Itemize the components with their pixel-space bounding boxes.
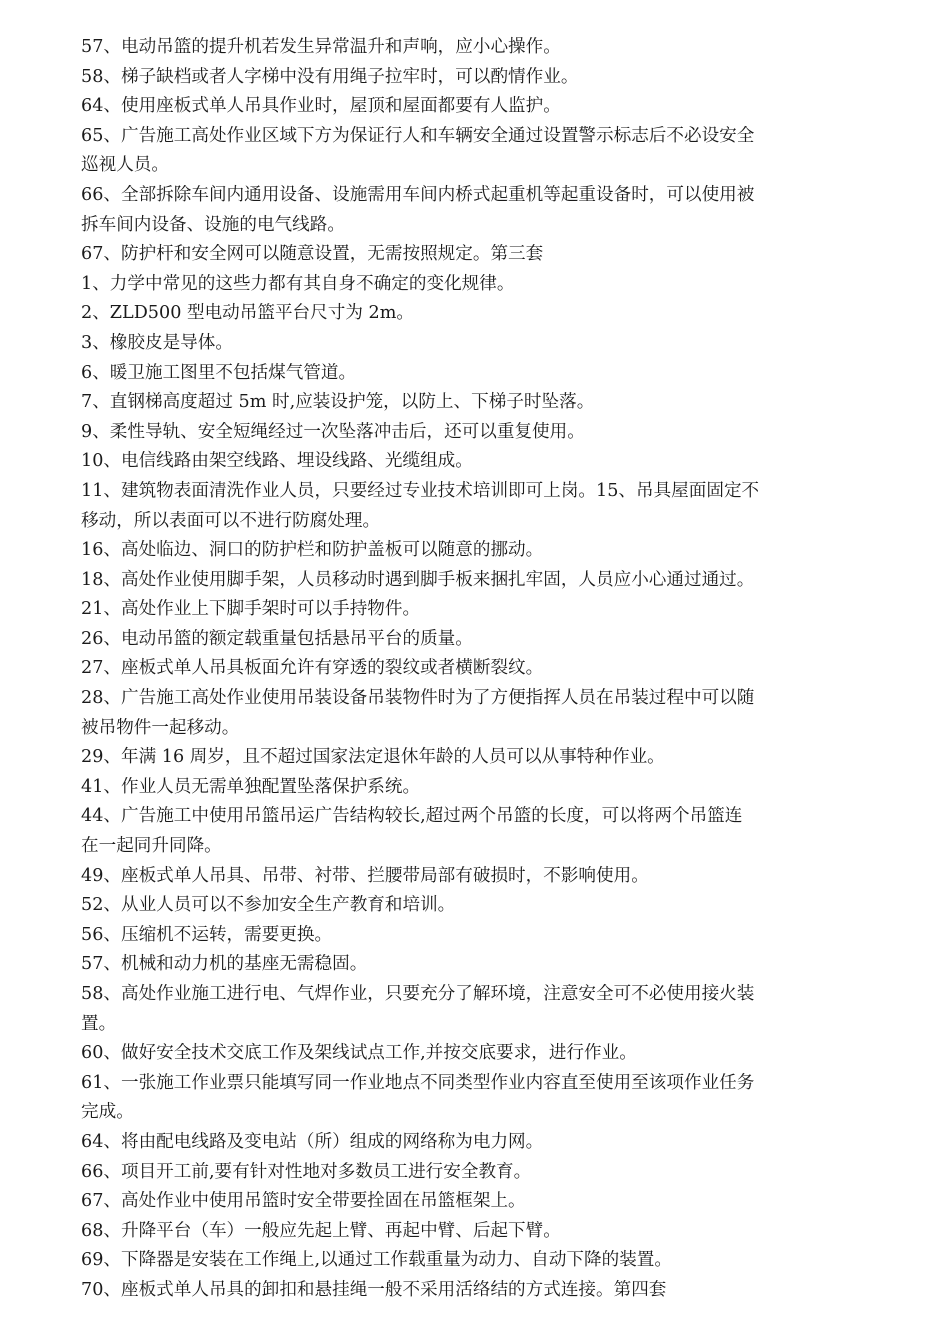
text-line: 10、电信线路由架空线路、埋设线路、光缆组成。 <box>81 451 473 472</box>
text-line: 60、做好安全技术交底工作及架线试点工作,并按交底要求，进行作业。 <box>81 1043 637 1064</box>
text-line: 7、直钢梯高度超过 5m 时,应装设护笼，以防上、下梯子时坠落。 <box>81 392 595 413</box>
text-line: 29、年满 16 周岁，且不超过国家法定退休年龄的人员可以从事特种作业。 <box>81 747 665 768</box>
text-line: 64、使用座板式单人吊具作业时，屋顶和屋面都要有人监护。 <box>81 96 561 117</box>
text-line: 9、柔性导轨、安全短绳经过一次坠落冲击后，还可以重复使用。 <box>81 421 585 442</box>
text-line: 66、项目开工前,要有针对性地对多数员工进行安全教育。 <box>81 1161 532 1182</box>
text-line: 6、暖卫施工图里不包括煤气管道。 <box>81 362 357 383</box>
text-line: 在一起同升同降。 <box>81 836 222 857</box>
text-line: 65、广告施工高处作业区域下方为保证行人和车辆安全通过设置警示标志后不必设安全 <box>81 125 755 146</box>
text-line: 41、作业人员无需单独配置坠落保护系统。 <box>81 776 421 797</box>
text-line: 70、座板式单人吊具的卸扣和悬挂绳一般不采用活络结的方式连接。第四套 <box>81 1279 667 1300</box>
text-line: 置。 <box>81 1013 117 1034</box>
text-line: 21、高处作业上下脚手架时可以手持物件。 <box>81 599 421 620</box>
text-line: 61、一张施工作业票只能填写同一作业地点不同类型作业内容直至使用至该项作业任务 <box>81 1072 755 1093</box>
text-line: 移动，所以表面可以不进行防腐处理。 <box>81 510 381 531</box>
text-line: 拆车间内设备、设施的电气线路。 <box>81 214 345 235</box>
text-line: 69、下降器是安装在工作绳上,以通过工作载重量为动力、自动下降的装置。 <box>81 1250 672 1271</box>
document-body <box>81 33 873 1306</box>
text-line: 56、压缩机不运转，需要更换。 <box>81 924 333 945</box>
text-line: 18、高处作业使用脚手架，人员移动时遇到脚手板来捆扎牢固，人员应小心通过通过。 <box>81 569 755 590</box>
text-line: 57、电动吊篮的提升机若发生异常温升和声响，应小心操作。 <box>81 37 561 57</box>
text-line: 67、防护杆和安全网可以随意设置，无需按照规定。第三套 <box>81 244 544 265</box>
text-line: 完成。 <box>81 1102 134 1123</box>
text-line: 67、高处作业中使用吊篮时安全带要拴固在吊篮框架上。 <box>81 1191 526 1212</box>
text-line: 2、ZLD500 型电动吊篮平台尺寸为 2m。 <box>81 303 414 324</box>
text-line: 16、高处临边、洞口的防护栏和防护盖板可以随意的挪动。 <box>81 540 544 561</box>
text-line: 64、将由配电线路及变电站（所）组成的网络称为电力网。 <box>81 1131 544 1152</box>
text-line: 26、电动吊篮的额定载重量包括悬吊平台的质量。 <box>81 628 473 649</box>
text-line: 28、广告施工高处作业使用吊装设备吊装物件时为了方便指挥人员在吊装过程中可以随 <box>81 688 755 709</box>
text-line: 58、高处作业施工进行电、气焊作业，只要充分了解环境，注意安全可不必使用接火装 <box>81 984 755 1004</box>
text-line: 44、广告施工中使用吊篮吊运广告结构较长,超过两个吊篮的长度，可以将两个吊篮连 <box>81 806 743 827</box>
text-line: 27、座板式单人吊具板面允许有穿透的裂纹或者横断裂纹。 <box>81 658 544 679</box>
text-line: 66、全部拆除车间内通用设备、设施需用车间内桥式起重机等起重设备时，可以使用被 <box>81 184 755 205</box>
text-line: 3、橡胶皮是导体。 <box>81 332 233 353</box>
text-line: 49、座板式单人吊具、吊带、衬带、拦腰带局部有破损时，不影响使用。 <box>81 865 649 886</box>
text-line: 58、梯子缺档或者人字梯中没有用绳子拉牢时，可以酌情作业。 <box>81 66 579 87</box>
text-line: 57、机械和动力机的基座无需稳固。 <box>81 954 368 975</box>
text-line: 52、从业人员可以不参加安全生产教育和培训。 <box>81 895 456 916</box>
text-line: 1、力学中常见的这些力都有其自身不确定的变化规律。 <box>81 273 515 294</box>
text-line: 11、建筑物表面清洗作业人员，只要经过专业技术培训即可上岗。15、吊具屋面固定不 <box>81 480 760 501</box>
text-line: 被吊物件一起移动。 <box>81 717 240 738</box>
text-line: 68、升降平台（车）一般应先起上臂、再起中臂、后起下臂。 <box>81 1220 561 1241</box>
text-line: 巡视人员。 <box>81 155 169 176</box>
